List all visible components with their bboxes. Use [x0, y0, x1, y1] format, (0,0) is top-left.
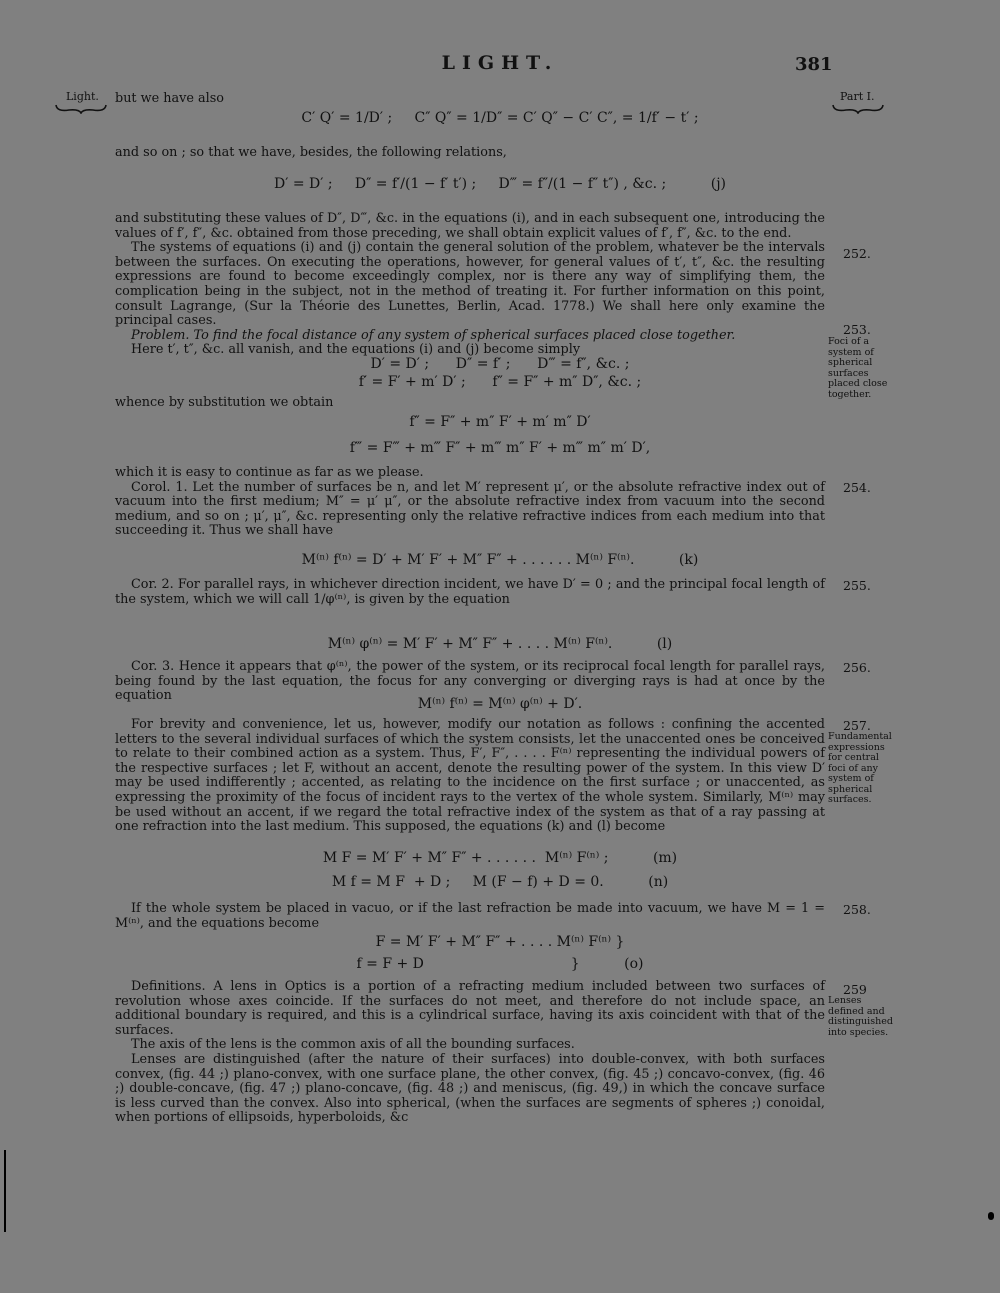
- side-note: Fundamental expressions for central foci of any system of spherical surfaces.: [828, 731, 892, 805]
- text-block: [115, 396, 825, 411]
- side-note: Foci of a system of spherical surfaces placed close together.: [828, 336, 888, 400]
- paragraph: Problem. To find the focal distance of any system of spherical surfaces placed close together.: [131, 327, 736, 343]
- page-title: LIGHT.: [441, 52, 559, 74]
- text-block: [115, 92, 825, 107]
- running-head-right: Part I.: [840, 90, 875, 103]
- side-note: Lenses defined and distinguished into species.: [828, 995, 893, 1038]
- section-number: 256.: [843, 660, 871, 675]
- section-number: 258.: [843, 902, 871, 917]
- text-block: [115, 578, 825, 607]
- equation: f‴ = F‴ + m‴ F″ + m‴ m″ F′ + m‴ m″ m′ D′,: [349, 440, 651, 456]
- text-block: [115, 212, 825, 358]
- equation: M f = M F + D ; M (F − f) + D = 0. (n): [331, 874, 669, 890]
- text-block: [115, 980, 825, 1126]
- equation: f″ = F″ + m″ F′ + m′ m″ D′: [409, 414, 591, 430]
- equation: C′ Q′ = 1/D′ ; C″ Q″ = 1/D″ = C′ Q″ − C′ C″, = 1/f′ − t′ ;: [301, 110, 699, 126]
- paragraph: Here t′, t″, &c. all vanish, and the equations (i) and (j) become simply: [131, 342, 581, 358]
- paragraph: and so on ; so that we have, besides, the following relations,: [115, 145, 507, 160]
- section-number: 257.: [843, 718, 871, 733]
- running-head-left: Light.: [66, 90, 99, 103]
- paragraph: For brevity and convenience, let us, however, modify our notation as follows : confining the accented letters to the several individual surfaces of which the system consists, let the unaccented ones be conceived to relate to their combined action as a system. Thus, F′, F″, . . . . F⁽ⁿ⁾ representing the individual powers of the respective surfaces ; let F, without an accent, denote the resulting power of the system. In this view D′ may be used indifferently ; accented, as relating to the incidence on the first surface ; or unaccented, as expressing the proximity of the focus of incident rays to the vertex of the whole system. Similarly, M⁽ⁿ⁾ may be used without an accent, if we regard the total refractive index of the system as that of a ray passing at one refraction into the last medium. This supposed, the equations (k) and (l) become: [115, 717, 825, 835]
- page-number: 381: [795, 54, 833, 75]
- paragraph: The systems of equations (i) and (j) contain the general solution of the problem, whatever be the intervals between the surfaces. On executing the operations, however, for general values of t′, t″, &c. the resulting expressions are found to become exceedingly complex, nor is there any way of simplifying them, the complication being in the subject, not in the method of treating it. For further information on this point, consult Lagrange, (Sur la Théorie des Lunettes, Berlin, Acad. 1778.) We shall here only examine the principal cases.: [115, 240, 825, 329]
- paragraph: whence by substitution we obtain: [115, 395, 334, 410]
- paragraph: but we have also: [115, 91, 224, 106]
- paragraph: which it is easy to continue as far as we please.: [115, 465, 424, 480]
- equation: M⁽ⁿ⁾ f⁽ⁿ⁾ = D′ + M′ F′ + M″ F″ + . . . . . . M⁽ⁿ⁾ F⁽ⁿ⁾. (k): [301, 552, 699, 568]
- paragraph: Definitions. A lens in Optics is a portion of a refracting medium included between two surfaces of revolution whose axes coincide. If the surfaces do not meet, and therefore do not include space, an additional boundary is required, and this is a cylindrical surface, having its axis coincident with that of the surfaces.: [115, 979, 825, 1038]
- section-number: 253.: [843, 322, 871, 337]
- paragraph: Cor. 2. For parallel rays, in whichever direction incident, we have D′ = 0 ; and the principal focal length of the system, which we will call 1/φ⁽ⁿ⁾, is given by the equation: [115, 577, 825, 607]
- section-number: 255.: [843, 578, 871, 593]
- equation: M F = M′ F′ + M″ F″ + . . . . . . M⁽ⁿ⁾ F⁽ⁿ⁾ ; (m): [322, 850, 678, 866]
- text-block: [115, 718, 825, 835]
- scan-mark: [4, 1150, 6, 1232]
- paragraph: Cor. 3. Hence it appears that φ⁽ⁿ⁾, the power of the system, or its reciprocal focal length for parallel rays, being found by the last equation, the focus for any converging or diverging rays is had at once by the equation: [115, 659, 825, 704]
- equation: F = M′ F′ + M″ F″ + . . . . M⁽ⁿ⁾ F⁽ⁿ⁾ }: [375, 934, 625, 950]
- paragraph: Lenses are distinguished (after the nature of their surfaces) into double-convex, with both surfaces convex, (fig. 44 ;) plano-convex, with one surface plane, the other convex, (fig. 45 ;) concavo-convex, (fig. 46 ;) double-concave, (fig. 47 ;) plano-concave, (fig. 48 ;) and meniscus, (fig. 49,) in which the concave surface is less curved than the convex. Also into spherical, (when the surfaces are segments of spheres ;) conoidal, when portions of ellipsoids, hyperboloids, &c: [115, 1051, 825, 1126]
- text-block: [115, 146, 825, 161]
- equation: D′ = D′ ; D″ = f′ ; D‴ = f″, &c. ;: [370, 356, 630, 372]
- paragraph: The axis of the lens is the common axis of all the bounding surfaces.: [131, 1037, 575, 1053]
- section-number: 259: [843, 982, 867, 997]
- paragraph: Corol. 1. Let the number of surfaces be n, and let M′ represent μ′, or the absolute refractive index out of vacuum into the first medium; M″ = μ′ μ″, or the absolute refractive index from vacuum into the second medium, and so on ; μ′, μ″, &c. representing only the relative refractive indices from each medium into that succeeding it. Thus we shall have: [115, 479, 825, 539]
- equation: D′ = D′ ; D″ = f′/(1 − f′ t′) ; D‴ = f″/(1 − f″ t″) , &c. ; (j): [274, 176, 726, 192]
- text-block: [115, 902, 825, 931]
- equation: f = F + D } (o): [356, 956, 644, 972]
- section-number: 252.: [843, 246, 871, 261]
- section-number: 254.: [843, 480, 871, 495]
- paragraph: If the whole system be placed in vacuo, or if the last refraction be made into vacuum, we have M = 1 = M⁽ⁿ⁾, and the equations become: [115, 901, 825, 931]
- paragraph: and substituting these values of D″, D‴, &c. in the equations (i), and in each subsequent one, introducing the values of f′, f″, &c. obtained from those preceding, we shall obtain explicit values of f′, f″, &c. to the end.: [115, 211, 825, 241]
- scan-mark: [988, 1212, 994, 1220]
- equation: f′ = F′ + m′ D′ ; f″ = F″ + m″ D″, &c. ;: [358, 374, 642, 390]
- equation: M⁽ⁿ⁾ φ⁽ⁿ⁾ = M′ F′ + M″ F″ + . . . . M⁽ⁿ⁾ F⁽ⁿ⁾. (l): [327, 636, 673, 652]
- equation: M⁽ⁿ⁾ f⁽ⁿ⁾ = M⁽ⁿ⁾ φ⁽ⁿ⁾ + D′.: [417, 696, 583, 712]
- text-block: [115, 466, 825, 539]
